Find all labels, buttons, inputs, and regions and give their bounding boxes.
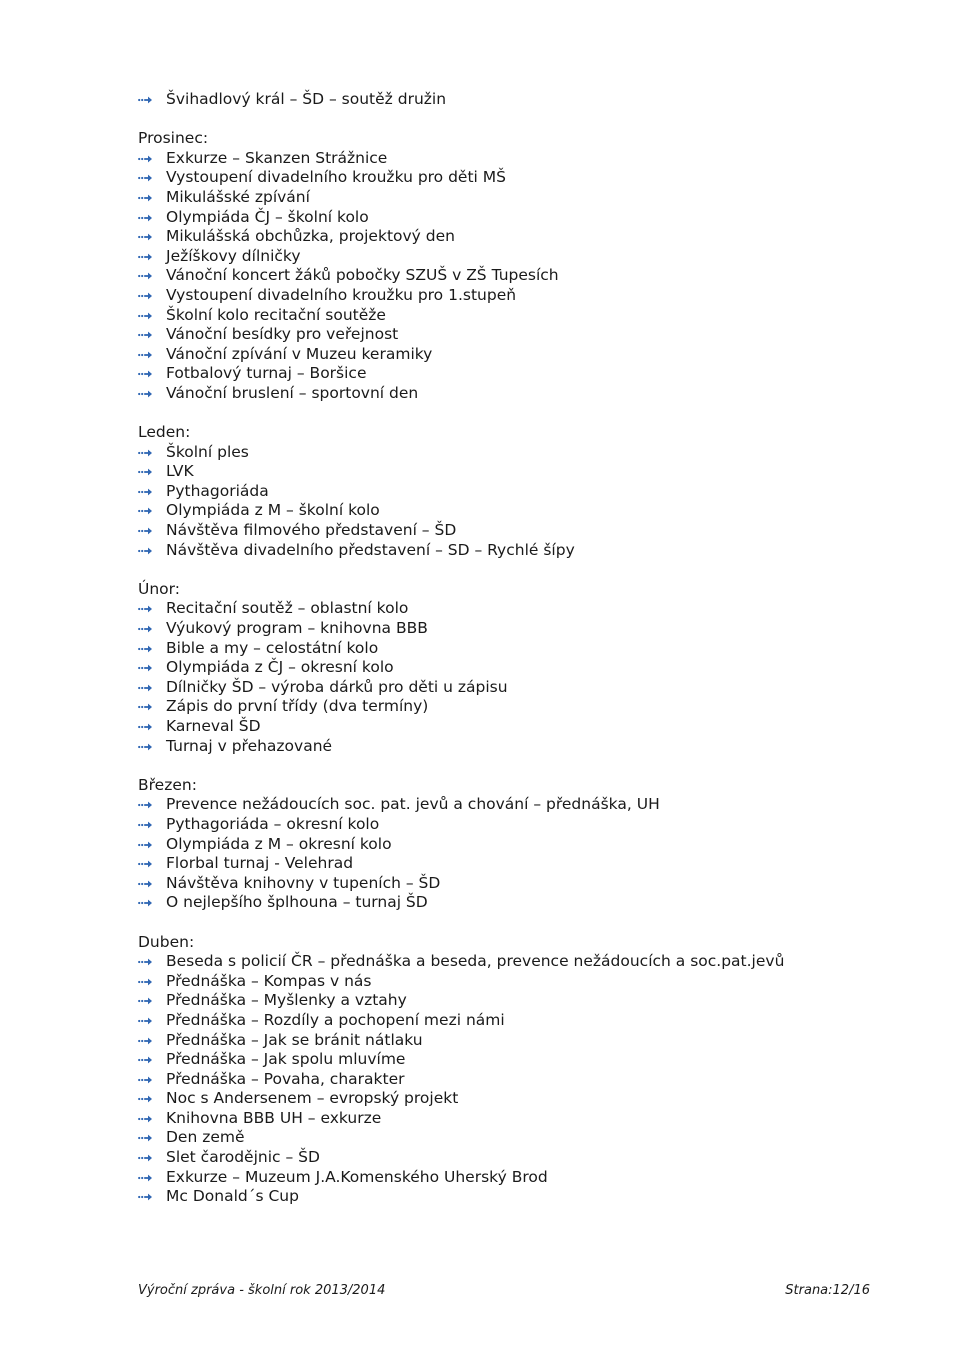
arrow-dots-icon [138,743,152,751]
bullet-list [138,443,918,561]
list-item [138,1031,918,1051]
list-item [138,717,918,737]
month-heading: Březen: [138,775,197,794]
list-item [138,266,918,286]
list-item [138,1148,918,1168]
list-item-text: Olympiáda ČJ – školní kolo [166,207,369,226]
arrow-dots-icon [138,174,152,182]
list-item-text: Vánoční bruslení – sportovní den [166,383,419,402]
arrow-dots-icon [138,801,152,809]
list-item-text: Přednáška – Kompas v nás [166,971,372,990]
list-item-text: Dílničky ŠD – výroba dárků pro děti u zápisu [166,677,508,696]
list-item [138,188,918,208]
list-item [138,521,918,541]
arrow-dots-icon [138,468,152,476]
list-item [138,208,918,228]
arrow-dots-icon [138,214,152,222]
arrow-dots-icon [138,527,152,535]
arrow-dots-icon [138,625,152,633]
list-item-text: Olympiáda z M – okresní kolo [166,834,392,853]
list-item [138,815,918,835]
list-item-text: LVK [166,462,194,481]
arrow-dots-icon [138,194,152,202]
arrow-dots-icon [138,547,152,555]
arrow-dots-icon [138,821,152,829]
list-item [138,835,918,855]
list-item [138,1128,918,1148]
list-item [138,952,918,972]
list-item [138,501,918,521]
list-item-text: Zápis do první třídy (dva termíny) [166,697,429,716]
list-item-text: Slet čarodějnic – ŠD [166,1148,320,1167]
list-item [138,737,918,757]
arrow-dots-icon [138,155,152,163]
arrow-dots-icon [138,684,152,692]
list-item [138,1187,918,1207]
list-item [138,1109,918,1129]
bullet-list [138,952,918,1207]
list-item-text: Návštěva knihovny v tupeních – ŠD [166,873,441,892]
list-item-text: Přednáška – Jak spolu mluvíme [166,1050,406,1069]
month-heading: Duben: [138,932,195,951]
list-item [138,345,918,365]
list-item [138,874,918,894]
list-item-text: Přednáška – Jak se bránit nátlaku [166,1030,423,1049]
list-item-text: Vánoční besídky pro veřejnost [166,325,399,344]
document-body [138,90,918,1207]
section-gap [138,404,918,424]
list-item [138,1168,918,1188]
list-item [138,1011,918,1031]
list-item-text: Pythagoriáda [166,481,269,500]
list-item [138,462,918,482]
month-section [138,776,918,913]
arrow-dots-icon [138,1076,152,1084]
list-item [138,854,918,874]
list-item-text: Vánoční koncert žáků pobočky SZUŠ v ZŠ Tupesích [166,266,559,285]
arrow-dots-icon [138,370,152,378]
arrow-dots-icon [138,880,152,888]
list-item-text: Přednáška – Povaha, charakter [166,1069,405,1088]
section-gap [138,110,918,130]
list-item [138,658,918,678]
month-heading: Leden: [138,423,191,442]
arrow-dots-icon [138,507,152,515]
list-item-text: Bible a my – celostátní kolo [166,638,379,657]
list-item-text: Vystoupení divadelního kroužku pro 1.stupeň [166,285,517,304]
arrow-dots-icon [138,1134,152,1142]
month-heading: Prosinec: [138,129,209,148]
arrow-dots-icon [138,1115,152,1123]
list-item-text: Karneval ŠD [166,717,261,735]
list-item-text: Návštěva divadelního představení – SD – Rychlé šípy [166,540,575,559]
arrow-dots-icon [138,1193,152,1201]
list-item [138,227,918,247]
arrow-dots-icon [138,1056,152,1064]
arrow-dots-icon [138,605,152,613]
list-item-text: Turnaj v přehazované [166,736,333,755]
list-item-text: Recitační soutěž – oblastní kolo [166,599,409,618]
arrow-dots-icon [138,331,152,339]
arrow-dots-icon [138,664,152,672]
arrow-dots-icon [138,233,152,241]
list-item [138,599,918,619]
list-item-text: Beseda s policií ČR – přednáška a beseda, prevence nežádoucích a soc.pat.jevů [166,952,785,971]
list-item-text: Školní ples [166,442,249,461]
list-item-text: Mikulášské zpívání [166,187,310,206]
section-gap [138,913,918,933]
list-item-text: Fotbalový turnaj – Boršice [166,364,367,383]
arrow-dots-icon [138,841,152,849]
list-item [138,1070,918,1090]
list-item [138,972,918,992]
list-item-text: Noc s Andersenem – evropský projekt [166,1089,459,1108]
month-section [138,129,918,403]
arrow-dots-icon [138,1017,152,1025]
arrow-dots-icon [138,1174,152,1182]
list-item [138,991,918,1011]
arrow-dots-icon [138,96,152,104]
list-item-text: Švihadlový král – ŠD – soutěž družin [166,90,447,108]
arrow-dots-icon [138,978,152,986]
list-item [138,1089,918,1109]
list-item [138,384,918,404]
list-item [138,247,918,267]
list-item [138,90,918,110]
arrow-dots-icon [138,1154,152,1162]
arrow-dots-icon [138,449,152,457]
list-item [138,306,918,326]
arrow-dots-icon [138,899,152,907]
list-item-text: Přednáška – Rozdíly a pochopení mezi námi [166,1010,505,1029]
list-item-text: Výukový program – knihovna BBB [166,619,428,638]
list-item [138,541,918,561]
list-item [138,697,918,717]
list-item [138,168,918,188]
list-item-text: Olympiáda z M – školní kolo [166,501,380,520]
section-gap [138,756,918,776]
list-item-text: Přednáška – Myšlenky a vztahy [166,991,407,1010]
list-item-text: Mikulášská obchůzka, projektový den [166,227,455,246]
month-section [138,423,918,560]
arrow-dots-icon [138,390,152,398]
month-section [138,580,918,756]
arrow-dots-icon [138,312,152,320]
arrow-dots-icon [138,272,152,280]
footer-title: Výroční zpráva - školní rok 2013/2014 [138,1283,386,1298]
list-item-text: Vystoupení divadelního kroužku pro děti MŠ [166,168,506,187]
list-item [138,639,918,659]
list-item [138,795,918,815]
list-item-text: Exkurze – Skanzen Strážnice [166,148,388,167]
list-item [138,325,918,345]
bullet-list [138,90,918,110]
arrow-dots-icon [138,645,152,653]
list-item [138,443,918,463]
list-item-text: Knihovna BBB UH – exkurze [166,1108,382,1127]
section-gap [138,560,918,580]
bullet-list [138,599,918,756]
arrow-dots-icon [138,860,152,868]
arrow-dots-icon [138,997,152,1005]
list-item-text: Prevence nežádoucích soc. pat. jevů a chování – přednáška, UH [166,795,660,814]
bullet-list [138,795,918,913]
list-item-text: Vánoční zpívání v Muzeu keramiky [166,344,433,363]
list-item [138,482,918,502]
list-item [138,286,918,306]
arrow-dots-icon [138,253,152,261]
arrow-dots-icon [138,958,152,966]
footer-page-number: Strana:12/16 [785,1283,870,1298]
list-item-text: O nejlepšího šplhouna – turnaj ŠD [166,893,428,912]
arrow-dots-icon [138,723,152,731]
arrow-dots-icon [138,1037,152,1045]
list-item [138,678,918,698]
list-item-text: Florbal turnaj - Velehrad [166,854,354,873]
list-item-text: Školní kolo recitační soutěže [166,305,386,324]
list-item-text: Ježíškovy dílničky [166,246,301,265]
arrow-dots-icon [138,703,152,711]
bullet-list [138,149,918,404]
list-item [138,364,918,384]
list-item-text: Den země [166,1128,245,1147]
list-item [138,149,918,169]
month-section [138,933,918,1207]
list-item-text: Návštěva filmového představení – ŠD [166,521,457,540]
arrow-dots-icon [138,488,152,496]
arrow-dots-icon [138,292,152,300]
arrow-dots-icon [138,1095,152,1103]
list-item [138,619,918,639]
month-heading: Únor: [138,579,180,598]
list-item [138,893,918,913]
list-item-text: Exkurze – Muzeum J.A.Komenského Uherský Brod [166,1167,548,1186]
list-item-text: Olympiáda z ČJ – okresní kolo [166,658,394,677]
list-item [138,1050,918,1070]
list-item-text: Pythagoriáda – okresní kolo [166,814,380,833]
arrow-dots-icon [138,351,152,359]
list-item-text: Mc Donald´s Cup [166,1187,299,1206]
